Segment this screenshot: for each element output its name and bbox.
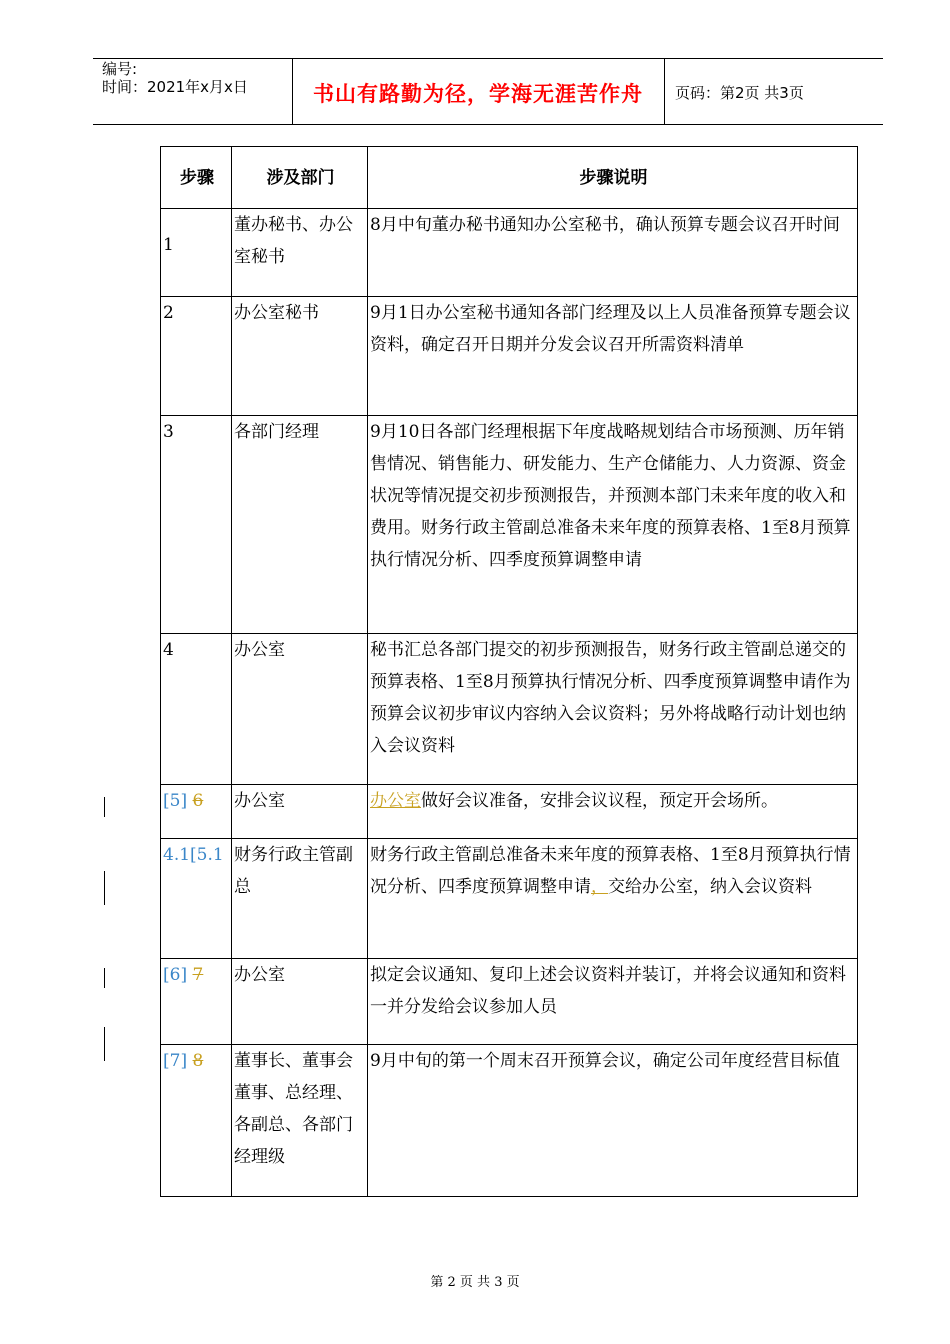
step-number: [161, 785, 232, 839]
department-cell: 办公室: [232, 785, 368, 839]
revision-change-bar: [104, 968, 105, 988]
table-row: [161, 785, 858, 839]
step-number: 3: [161, 416, 232, 634]
description-cell: [368, 839, 858, 959]
inserted-text: 办公室: [370, 791, 421, 811]
step-number: [161, 959, 232, 1045]
time-label: 时间：2021年x月x日: [102, 78, 248, 96]
description-cell: 拟定会议通知、复印上述会议资料并装订，并将会议通知和资料一并分发给会议参加人员: [368, 959, 858, 1045]
step-deleted: 6: [192, 791, 204, 811]
description-text: 财务行政主管副总准备未来年度的预算表格、1至8月预算执行情况分析、四季度预算调整申请: [370, 845, 851, 897]
description-cell: [368, 785, 858, 839]
header-step: 步骤: [161, 147, 232, 209]
department-cell: 董办秘书、办公室秘书: [232, 209, 368, 297]
step-number: 1: [161, 209, 232, 297]
table-row: [161, 416, 858, 634]
revision-change-bar: [104, 797, 105, 817]
department-cell: 财务行政主管副总: [232, 839, 368, 959]
step-revised: [6]: [163, 965, 188, 985]
description-text: 做好会议准备，安排会议议程，预定开会场所。: [421, 791, 778, 811]
table-row: [161, 839, 858, 959]
header-top-rule: [93, 58, 883, 59]
header-motto: 书山有路勤为径，学海无涯苦作舟: [313, 82, 643, 106]
description-cell: 8月中旬董办秘书通知办公室秘书，确认预算专题会议召开时间: [368, 209, 858, 297]
department-cell: 办公室秘书: [232, 297, 368, 416]
department-cell: 董事长、董事会董事、总经理、各副总、各部门经理级: [232, 1045, 368, 1197]
header-page-info: 页码：第2页 共3页: [675, 84, 804, 102]
table-row: [161, 634, 858, 785]
table-row: [161, 1045, 858, 1197]
serial-label: 编号:: [102, 60, 138, 78]
header-department: 涉及部门: [232, 147, 368, 209]
steps-table: [160, 146, 858, 1197]
step-number: 4: [161, 634, 232, 785]
table-row: [161, 959, 858, 1045]
department-cell: 办公室: [232, 959, 368, 1045]
step-deleted: 7: [192, 965, 204, 985]
table-header-row: [161, 147, 858, 209]
description-cell: 9月10日各部门经理根据下年度战略规划结合市场预测、历年销售情况、销售能力、研发能力、生产仓储能力、人力资源、资金状况等情况提交初步预测报告，并预测本部门未来年度的收入和费用。财务行政主管副总准备未来年度的预算表格、1至8月预算执行情况分析、四季度预算调整申请: [368, 416, 858, 634]
step-revised: 4.1[5.1: [163, 845, 224, 865]
description-text: 交给办公室，纳入会议资料: [608, 877, 812, 897]
revision-change-bar: [104, 1027, 105, 1061]
inserted-text: ，: [591, 877, 608, 897]
table-row: [161, 209, 858, 297]
department-cell: 各部门经理: [232, 416, 368, 634]
header-divider: [664, 58, 665, 124]
step-number: [161, 839, 232, 959]
department-cell: 办公室: [232, 634, 368, 785]
description-cell: 秘书汇总各部门提交的初步预测报告，财务行政主管副总递交的预算表格、1至8月预算执行情况分析、四季度预算调整申请作为预算会议初步审议内容纳入会议资料；另外将战略行动计划也纳入会议资料: [368, 634, 858, 785]
header-bottom-rule: [93, 124, 883, 125]
header-meta: [102, 60, 248, 96]
step-revised: [5]: [163, 791, 188, 811]
table-row: [161, 297, 858, 416]
step-deleted: 8: [192, 1051, 204, 1071]
step-number: 2: [161, 297, 232, 416]
description-cell: 9月中旬的第一个周末召开预算会议，确定公司年度经营目标值: [368, 1045, 858, 1197]
revision-change-bar: [104, 871, 105, 905]
step-revised: [7]: [163, 1051, 188, 1071]
header-description: 步骤说明: [368, 147, 858, 209]
page-footer: 第 2 页 共 3 页: [430, 1275, 520, 1290]
step-number: [161, 1045, 232, 1197]
description-cell: 9月1日办公室秘书通知各部门经理及以上人员准备预算专题会议资料，确定召开日期并分发会议召开所需资料清单: [368, 297, 858, 416]
